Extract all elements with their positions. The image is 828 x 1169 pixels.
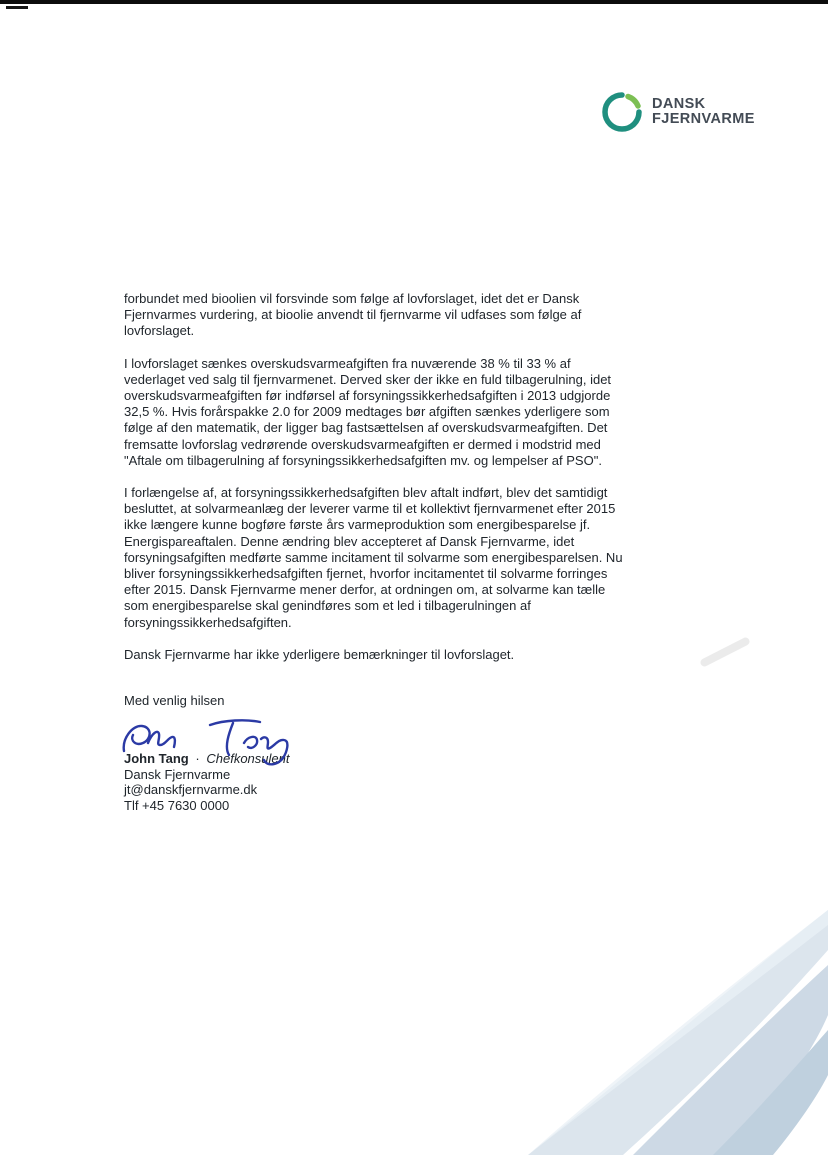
handwritten-signature (118, 713, 631, 757)
paragraph: I lovforslaget sænkes overskudsvarmeafgiften fra nuværende 38 % til 33 % af vederlaget ved salg til fjernvarmenet. Derved sker der ikke en fuld tilbagerulning, idet overskudsvarmeafgiften før indførsel af forsyningssikkerhedsafgiften i 2013 udgjorde 32,5 %. Hvis forårspakke 2.0 for 2009 medtages bør afgiften sænkes yderligere som følge af den matematik, der ligger bag fastsættelsen af overskudsvarmeafgiften. Det fremsatte lovforslag vedrørende overskudsvarmeafgiften er dermed i modstrid med "Aftale om tilbagerulning af forsyningssikkerhedsafgiften mv. og lempelser af PSO". (124, 355, 612, 468)
logo-line1: DANSK (652, 96, 706, 112)
paragraph: I forlængelse af, at forsyningssikkerhedsafgiften blev aftalt indført, blev det samtidigt besluttet, at solvarmeanlæg der leverer varme til et kollektivt fjernvarmenet efter 2015 ikke længere kunne bogføre første års varmeproduktion som energibesparelse jf. Energispareaftalen. Denne ændring blev accepteret af Dansk Fjernvarme, idet forsyningsafgiften medførte samme incitament til solvarme som energibesparelsen. Nu bliver forsyningssikkerhedsafgiften fjernet, hvorfor incitamentet til solvarme forringes efter 2015. Dansk Fjernvarme mener derfor, at ordningen om, at solvarme kan tælle som energibesparelse skal genindføres som et led i tilbagerulningen af forsyningssikkerhedsafgiften. (124, 485, 623, 630)
scan-smudge-artifact (699, 636, 751, 668)
signer-company: Dansk Fjernvarme (124, 766, 231, 782)
signer-email: jt@danskfjernvarme.dk (124, 782, 258, 798)
signature-ink-icon (118, 711, 318, 767)
name-title-separator: · (195, 751, 200, 767)
letter-body (124, 291, 631, 814)
signer-name: John Tang (124, 751, 189, 767)
closing-salutation: Med venlig hilsen (124, 693, 225, 709)
signer-title: Chefkonsulent (206, 751, 290, 767)
dansk-fjernvarme-logo (600, 90, 755, 134)
dansk-fjernvarme-logo-icon (600, 90, 644, 134)
signer-phone: Tlf +45 7630 0000 (124, 798, 230, 814)
logo-wordmark (652, 97, 755, 127)
logo-line2: FJERNVARME (652, 111, 755, 127)
paragraph: Dansk Fjernvarme har ikke yderligere bemærkninger til lovforslaget. (124, 646, 515, 662)
footer-swoosh-graphic (528, 910, 828, 1155)
scan-artifact-top-line (0, 0, 828, 4)
scan-artifact-mark (6, 6, 28, 9)
paragraph: forbundet med bioolien vil forsvinde som følge af lovforslaget, idet det er Dansk Fjernvarmes vurdering, at bioolie anvendt til fjernvarme vil udfases som følge af lovforslaget. (124, 291, 582, 339)
